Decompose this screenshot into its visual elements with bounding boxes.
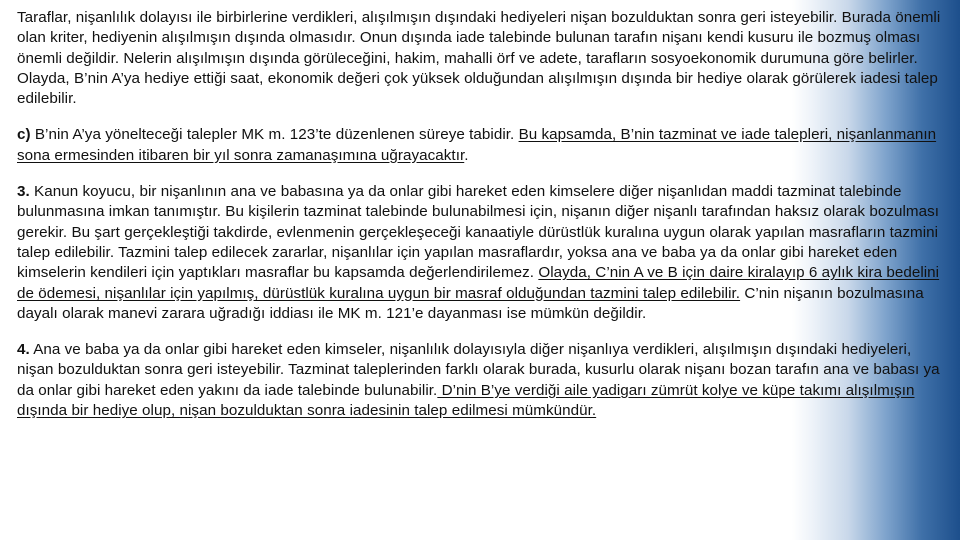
paragraph-gifts-return — [17, 8, 945, 109]
paragraph-text: B’nin A’ya yönelteceği talepler MK m. 123’te düzenlenen süreye tabidir. — [30, 126, 519, 144]
paragraph-text: Kanun koyucu, bir nişanlının ana ve babasına ya da onlar gibi hareket eden kimselere diğer nişanlıdan maddi tazminat talebinde bulunmasına imkan tanımıştır. Bu kişilerin tazminat talebinde bulunabilmesi için, nişanın diğer nişanlı tarafından haksız olarak bozulması gerekir. Bu şart gerçekleştiği takdirde, evlenmenin gerçekleşeceği kanaatiyle dürüstlük kuralına uygun olarak yapılan masrafların tazmini talep edilebilir. Tazmini talep edilecek zararlar, nişanlılar için yapılan masraflardır, yoksa ana ve baba ya da onlar gibi hareket eden kimselerin kendileri için yaptıkları masraflar bu kapsamda değerlendirilemez. — [17, 183, 939, 282]
paragraph-marker: 4. — [17, 341, 30, 359]
paragraph-marker: 3. — [17, 183, 30, 201]
paragraph-tail: . — [464, 146, 469, 164]
paragraph-c-limitation — [17, 125, 945, 166]
paragraph-4-parents-gifts — [17, 340, 945, 421]
paragraph-text: Taraflar, nişanlılık dolayısı ile birbirlerine verdikleri, alışılmışın dışındaki hediyeleri nişan bozulduktan sonra geri isteyebilir. Burada önemli olan kriter, hediyenin alışılmışın dışında olmasıdır. Onun dışında iade talebinde bulunan tarafın nişanı kendi kusuru ile bozmuş olması önemli değildir. Nelerin alışılmışın dışında görüleceğini, hakim, mahalli örf ve adete, tarafların sosyoekonomik durumuna göre belirler. Olayda, B’nin A’ya hediye ettiği saat, ekonomik değeri çok yüksek olduğundan alışılmışın dışında bir hediye olarak görülerek iadesi talep edilebilir. — [17, 9, 941, 108]
paragraph-marker: c) — [17, 126, 31, 144]
underlined-conclusion: Olayda, C’nin A ve B için daire kiralayıp 6 aylık kira bedelini de ödemesi, nişanlılar için yapılmış, dürüstlük kuralına uygun bir masraf olduğundan tazmini talep edilebilir. — [17, 264, 940, 302]
document-body — [17, 8, 945, 436]
paragraph-tail: C’nin nişanın bozulmasına dayalı olarak manevi zarara uğradığı iddiası ile MK m. 121’e dayanması ise mümkün değildir. — [17, 284, 924, 322]
underlined-conclusion: D’nin B’ye verdiği aile yadigarı zümrüt kolye ve küpe takımı alışılmışın dışında bir hediye olup, nişan bozulduktan sonra iadesinin talep edilmesi mümkündür. — [17, 381, 915, 420]
paragraph-3-parents-compensation — [17, 182, 945, 324]
paragraph-text: Ana ve baba ya da onlar gibi hareket eden kimseler, nişanlılık dolayısıyla diğer nişanlıya verdikleri, alışılmışın dışındaki hediyeleri, nişan bozulduktan sonra geri isteyebilir. Tazminat taleplerinden farklı olarak burada, kusurlu olarak nişanı bozan tarafın ana ve babası ya da onlar gibi hareket eden yakını da iade talebinde bulunabilir. — [17, 341, 940, 399]
underlined-conclusion: Bu kapsamda, B’nin tazminat ve iade talepleri, nişanlanmanın sona ermesinden itibaren bir yıl sonra zamanaşımına uğrayacaktır — [17, 126, 937, 164]
